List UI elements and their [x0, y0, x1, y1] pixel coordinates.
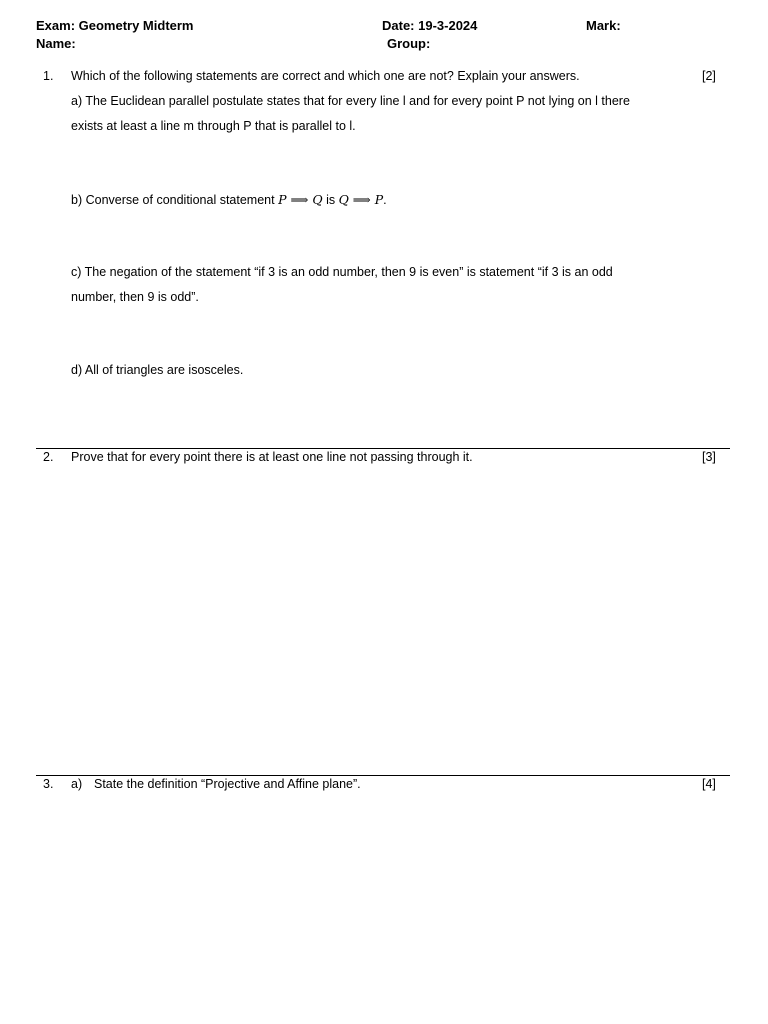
- part-a-line-2: exists at least a line m through P that is parallel to l.: [71, 119, 356, 133]
- divider-2: [36, 775, 730, 776]
- part-label: a): [71, 777, 83, 791]
- name-label: Name:: [36, 36, 76, 51]
- question-prompt: State the definition “Projective and Affine plane”.: [94, 777, 361, 791]
- part-b-prefix: b) Converse of conditional statement: [71, 193, 279, 207]
- exam-title: Exam: Geometry Midterm: [36, 18, 194, 33]
- part-b-math-implication: P ⟹ Q: [278, 192, 323, 207]
- part-b-suffix: .: [383, 193, 387, 207]
- part-c-line-1: c) The negation of the statement “if 3 is an odd number, then 9 is even” is statement “if 3 is an odd: [71, 265, 613, 279]
- question-marks: [3]: [702, 450, 716, 464]
- mark-label: Mark:: [586, 18, 621, 33]
- question-marks: [4]: [702, 777, 716, 791]
- question-number: 3.: [43, 777, 54, 791]
- part-d: d) All of triangles are isosceles.: [71, 363, 244, 377]
- question-prompt: Prove that for every point there is at least one line not passing through it.: [71, 450, 473, 464]
- question-prompt: Which of the following statements are correct and which one are not? Explain your answers.: [71, 69, 580, 83]
- part-b-mid: is: [322, 193, 339, 207]
- part-b-math-converse: Q ⟹ P: [338, 192, 384, 207]
- part-c-line-2: number, then 9 is odd”.: [71, 290, 199, 304]
- part-a-line-1: a) The Euclidean parallel postulate states that for every line l and for every point P not lying on l there: [71, 94, 630, 108]
- exam-date: Date: 19-3-2024: [382, 18, 478, 33]
- question-marks: [2]: [702, 69, 716, 83]
- question-number: 1.: [43, 69, 54, 83]
- divider-1: [36, 448, 730, 449]
- question-number: 2.: [43, 450, 54, 464]
- group-label: Group:: [387, 36, 431, 51]
- part-b: [71, 192, 387, 207]
